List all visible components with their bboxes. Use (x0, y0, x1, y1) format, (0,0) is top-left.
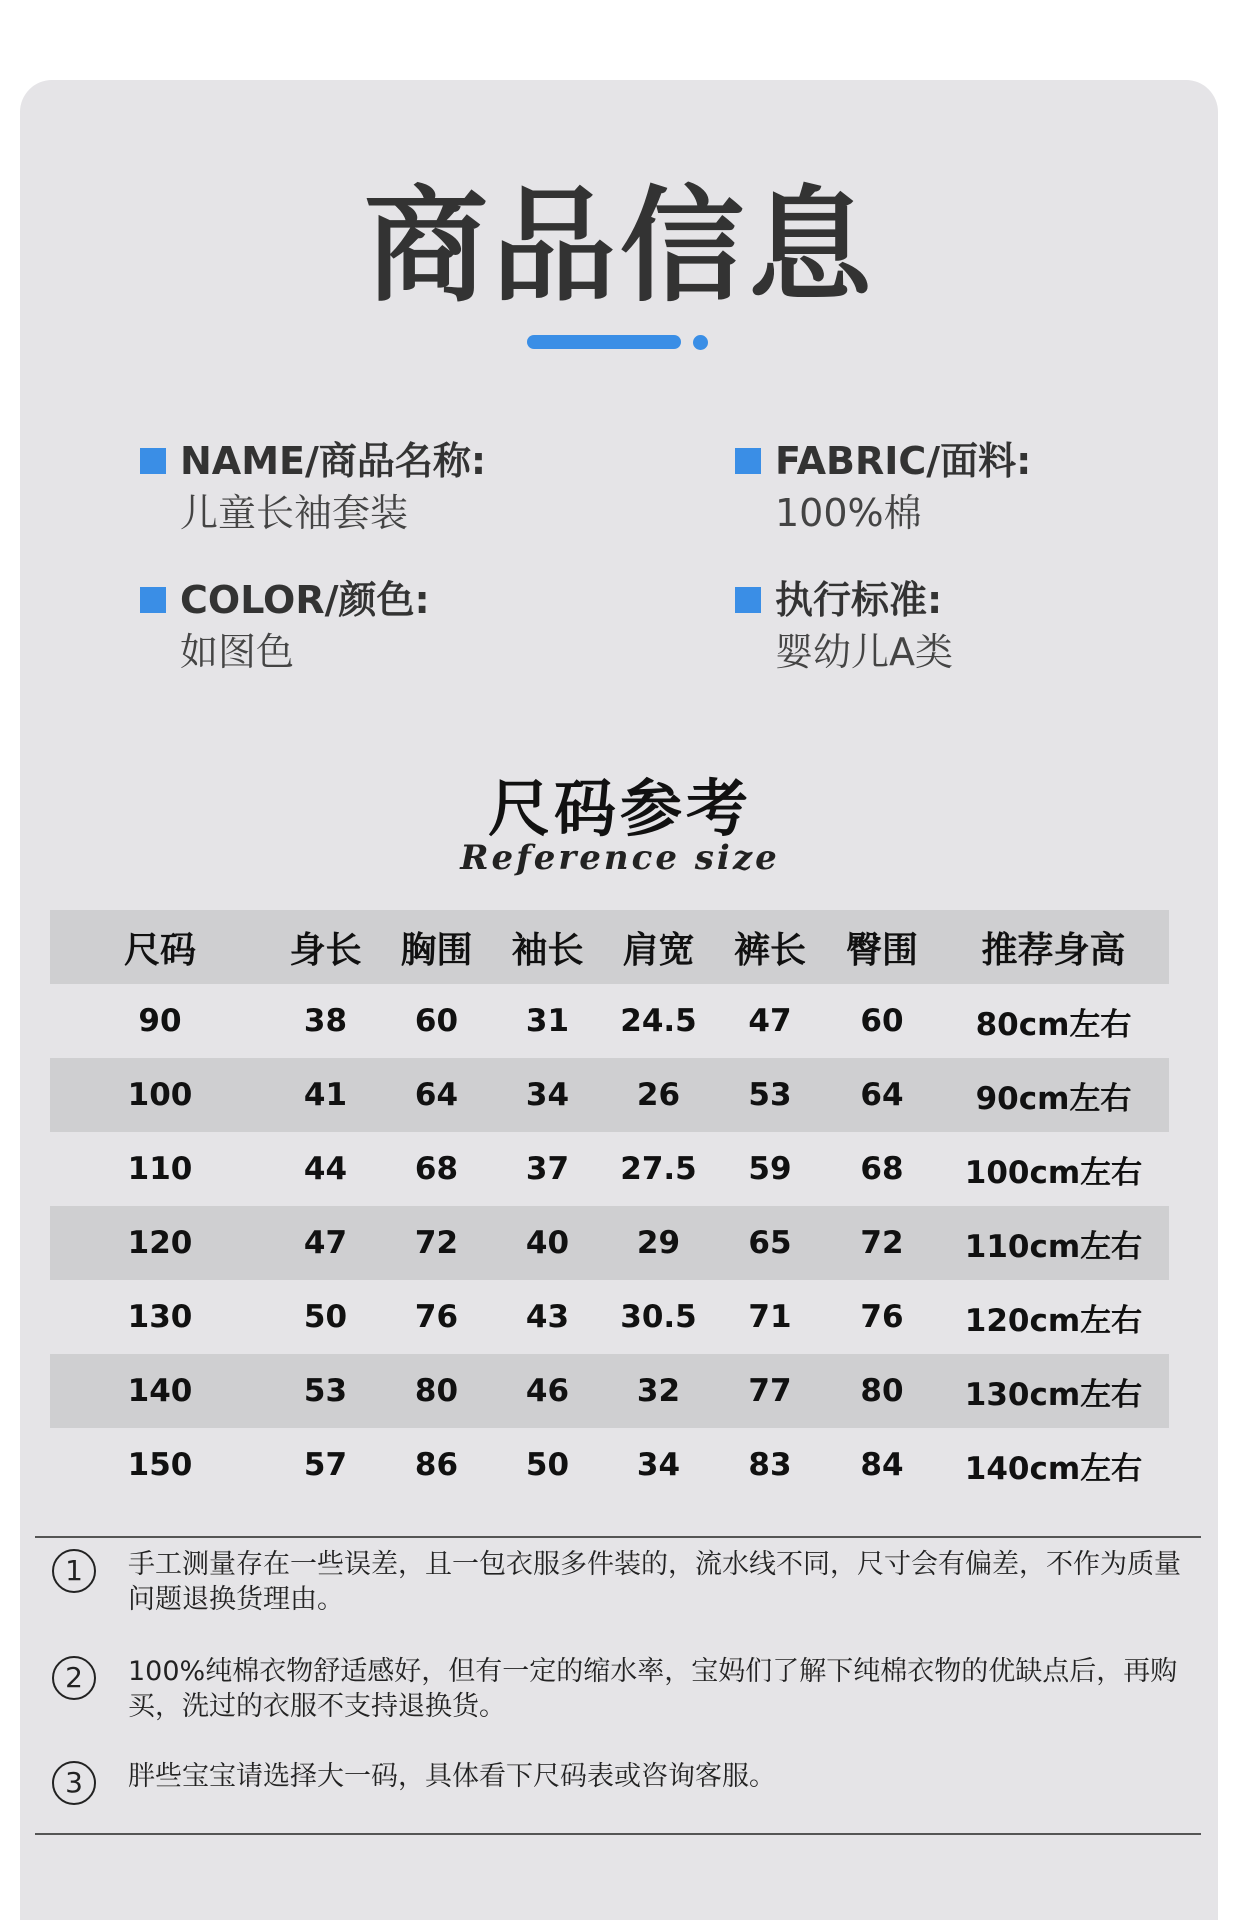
size-section-subtitle: Reference size (460, 838, 780, 878)
info-color (140, 577, 430, 675)
page-title: 商品信息 (363, 175, 876, 319)
table-cell: 34 (636, 1447, 681, 1483)
color-label: COLOR/颜色: (180, 578, 430, 622)
table-cell: 100cm左右 (964, 1154, 1143, 1191)
table-cell: 57 (303, 1447, 348, 1483)
table-cell: 130cm左右 (964, 1376, 1143, 1413)
standard-label: 执行标准: (775, 578, 943, 622)
note-3 (52, 1759, 1202, 1805)
table-cell: 38 (303, 1003, 348, 1039)
table-cell: 80 (414, 1373, 459, 1409)
size-section-title: 尺码参考 (487, 772, 752, 845)
info-name (140, 438, 486, 536)
table-cell: 90 (138, 1003, 182, 1039)
table-cell: 30.5 (620, 1299, 697, 1335)
table-cell: 50 (525, 1447, 570, 1483)
standard-value: 婴幼儿A类 (775, 630, 953, 674)
table-cell: 68 (860, 1151, 904, 1187)
table-row (50, 1428, 1169, 1502)
table-cell: 43 (525, 1299, 570, 1335)
table-cell: 59 (748, 1151, 792, 1187)
note-1 (52, 1547, 1202, 1617)
note-text: 100%纯棉衣物舒适感好，但有一定的缩水率，宝妈们了解下纯棉衣物的优缺点后，再购买，洗过的衣服不支持退换货。 (128, 1656, 1178, 1722)
table-row (50, 984, 1169, 1058)
table-cell: 47 (748, 1003, 792, 1039)
note-2 (52, 1654, 1202, 1724)
table-cell: 32 (636, 1373, 681, 1409)
table-row (50, 1354, 1169, 1428)
header-recommended-height: 推荐身高 (981, 929, 1126, 971)
divider-top (35, 1536, 1201, 1538)
table-row (50, 1206, 1169, 1280)
table-cell: 24.5 (620, 1003, 697, 1039)
note-text: 手工测量存在一些误差，且一包衣服多件装的，流水线不同，尺寸会有偏差，不作为质量问题退换货理由。 (128, 1549, 1181, 1615)
table-cell: 64 (860, 1077, 904, 1113)
table-cell: 150 (127, 1447, 193, 1483)
table-header-row (50, 910, 1169, 984)
table-cell: 29 (636, 1225, 681, 1261)
fabric-value: 100%棉 (775, 491, 922, 535)
name-label: NAME/商品名称: (180, 439, 487, 483)
info-fabric (735, 438, 1031, 536)
table-cell: 83 (748, 1447, 792, 1483)
table-cell: 76 (860, 1299, 904, 1335)
table-cell: 72 (414, 1225, 459, 1261)
table-cell: 40 (525, 1225, 570, 1261)
table-cell: 130 (127, 1299, 193, 1335)
note-text: 胖些宝宝请选择大一码，具体看下尺码表或咨询客服。 (128, 1761, 776, 1792)
table-cell: 80 (860, 1373, 904, 1409)
table-cell: 31 (525, 1003, 570, 1039)
table-cell: 110 (127, 1151, 193, 1187)
table-cell: 76 (414, 1299, 459, 1335)
table-cell: 41 (303, 1077, 348, 1113)
table-cell: 60 (860, 1003, 904, 1039)
table-cell: 100 (127, 1077, 193, 1113)
table-cell: 68 (414, 1151, 459, 1187)
divider-bottom (35, 1833, 1201, 1835)
table-cell: 44 (303, 1151, 348, 1187)
name-value: 儿童长袖套装 (180, 491, 409, 535)
table-cell: 120cm左右 (964, 1302, 1143, 1339)
table-cell: 53 (303, 1373, 348, 1409)
square-bullet-icon (140, 587, 166, 613)
table-cell: 60 (414, 1003, 459, 1039)
table-cell: 26 (636, 1077, 681, 1113)
table-cell: 72 (860, 1225, 904, 1261)
table-cell: 64 (414, 1077, 459, 1113)
header-sleeve: 袖长 (511, 929, 584, 971)
title-underline (527, 335, 681, 349)
circled-number-icon: 1 (52, 1549, 96, 1593)
table-row (50, 1280, 1169, 1354)
square-bullet-icon (735, 448, 761, 474)
table-cell: 80cm左右 (975, 1006, 1132, 1043)
title-dot (693, 335, 708, 350)
table-cell: 37 (525, 1151, 570, 1187)
circled-number-icon: 2 (52, 1656, 96, 1700)
table-cell: 47 (303, 1225, 348, 1261)
table-cell: 53 (748, 1077, 792, 1113)
table-cell: 65 (748, 1225, 792, 1261)
header-hip: 臀围 (845, 929, 918, 971)
table-cell: 140cm左右 (964, 1450, 1143, 1487)
table-cell: 120 (127, 1225, 193, 1261)
circled-number-icon: 3 (52, 1761, 96, 1805)
fabric-label: FABRIC/面料: (775, 439, 1032, 483)
header-body-length: 身长 (289, 929, 362, 971)
table-cell: 27.5 (620, 1151, 697, 1187)
header-shoulder: 肩宽 (622, 929, 695, 971)
header-size: 尺码 (123, 929, 196, 971)
table-cell: 140 (127, 1373, 193, 1409)
header-chest: 胸围 (400, 929, 473, 971)
square-bullet-icon (140, 448, 166, 474)
square-bullet-icon (735, 587, 761, 613)
table-cell: 34 (525, 1077, 570, 1113)
size-table (50, 910, 1169, 1502)
table-row (50, 1058, 1169, 1132)
table-cell: 71 (748, 1299, 792, 1335)
header-pants-length: 裤长 (733, 929, 806, 971)
table-cell: 50 (303, 1299, 348, 1335)
table-cell: 86 (414, 1447, 459, 1483)
color-value: 如图色 (180, 630, 295, 674)
info-standard (735, 577, 953, 675)
table-cell: 90cm左右 (975, 1080, 1132, 1117)
table-cell: 110cm左右 (964, 1228, 1143, 1265)
table-row (50, 1132, 1169, 1206)
table-cell: 84 (860, 1447, 904, 1483)
table-cell: 46 (525, 1373, 570, 1409)
table-cell: 77 (748, 1373, 792, 1409)
